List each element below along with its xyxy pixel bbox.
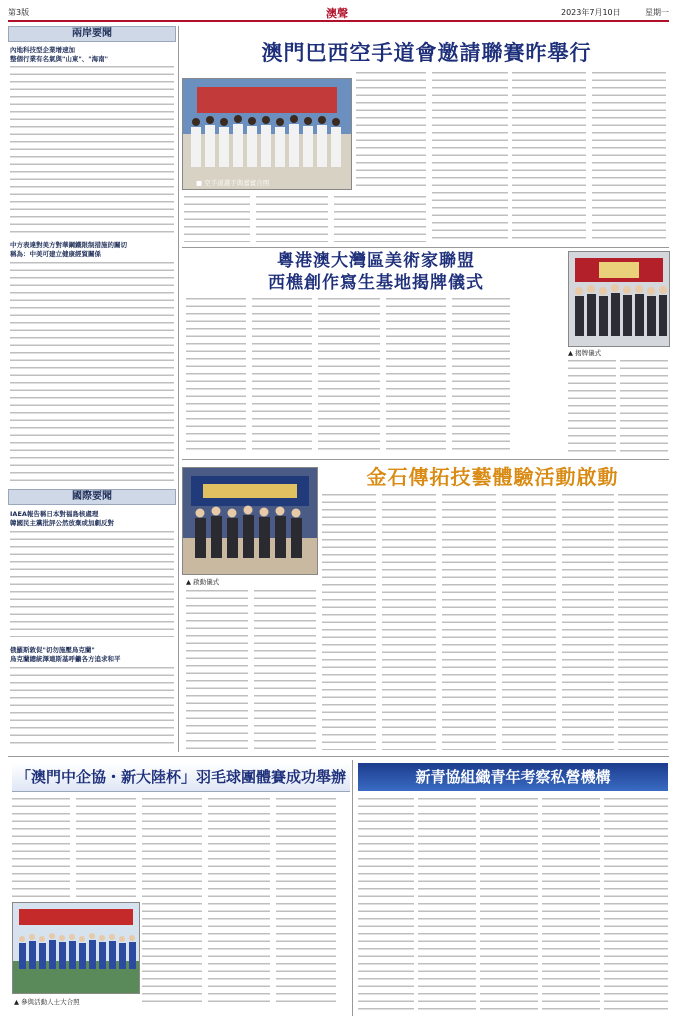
article-body xyxy=(12,798,70,898)
article-body xyxy=(10,667,174,747)
article-subheadline: 韓國民主黨批評公然放棄或加劇反對 xyxy=(10,519,114,527)
photo-caption: ▲ 參與活動人士大合照 xyxy=(14,998,80,1006)
article-body xyxy=(208,798,270,1008)
article-body xyxy=(322,494,376,750)
headline-rubbing: 金石傳拓技藝體驗活動啟動 xyxy=(366,465,619,489)
article-body xyxy=(252,298,312,454)
article-body xyxy=(10,262,174,482)
headline-artists-line2: 西樵創作寫生基地揭牌儀式 xyxy=(268,273,484,293)
article-body xyxy=(356,72,426,192)
article-body xyxy=(254,590,316,750)
article-body xyxy=(10,66,174,234)
article-headline: 中方表達對美方對華鋼鐵限制措施的關切 xyxy=(10,241,127,249)
issue-date: 2023年7月10日 xyxy=(561,8,621,17)
article-body xyxy=(592,72,666,242)
article-body xyxy=(480,798,538,1010)
article-body xyxy=(542,798,600,1010)
article-body xyxy=(604,798,668,1010)
article-body xyxy=(76,798,136,898)
header-rule xyxy=(8,20,669,22)
article-subheadline: 整個行業有名氣與"山東"、"海南" xyxy=(10,55,109,63)
photo-caption: ■ 空手道選手與嘉賓合照 xyxy=(196,179,270,187)
article-body xyxy=(358,798,414,1010)
article-headline: 內地科技型企業增速加 xyxy=(10,46,75,54)
newspaper-logo: 澳聲 xyxy=(326,7,348,20)
article-headline: IAEA報告稱日本對福島核處理 xyxy=(10,510,99,518)
article-body xyxy=(418,798,476,1010)
section-title-international: 國際要聞 xyxy=(8,489,176,505)
article-body xyxy=(432,72,508,242)
article-body xyxy=(620,360,668,454)
article-body xyxy=(334,196,426,242)
article-body xyxy=(452,298,510,454)
article-body xyxy=(10,531,174,637)
article-body xyxy=(184,196,250,242)
article-body xyxy=(186,298,246,454)
unveiling-photo xyxy=(568,251,670,347)
article-body xyxy=(568,360,616,454)
photo-caption: ▲ 揭牌儀式 xyxy=(568,349,602,357)
article-body xyxy=(186,590,248,750)
launch-ceremony-photo xyxy=(182,467,318,575)
page-header xyxy=(8,6,669,20)
headline-karate: 澳門巴西空手道會邀請聯賽昨舉行 xyxy=(261,41,592,65)
section-divider xyxy=(182,247,669,248)
article-headline: 俄羅斯敦促"切勿施壓烏克蘭" xyxy=(10,646,95,654)
article-body xyxy=(562,494,614,750)
article-body xyxy=(256,196,328,242)
headline-badminton: 「澳門中企協・新大陸杯」羽毛球團體賽成功舉辦 xyxy=(12,763,350,792)
headline-artists-line1: 粵港澳大灣區美術家聯盟 xyxy=(277,251,475,271)
article-body xyxy=(502,494,556,750)
article-body xyxy=(442,494,496,750)
photo-caption: ▲ 啟動儀式 xyxy=(186,578,220,586)
section-divider xyxy=(182,459,669,460)
badminton-group-photo xyxy=(12,902,140,994)
section-divider xyxy=(8,756,669,757)
article-body xyxy=(142,798,202,1008)
weekday: 星期一 xyxy=(645,8,669,17)
karate-group-photo xyxy=(182,78,352,190)
column-divider xyxy=(178,26,179,752)
article-subheadline: 烏克蘭總統澤連斯基呼籲各方追求和平 xyxy=(10,655,121,663)
headline-youth-visit: 新青協組織青年考察私營機構 xyxy=(358,763,668,791)
article-body xyxy=(618,494,668,750)
article-body xyxy=(512,72,586,242)
article-body xyxy=(382,494,436,750)
column-divider xyxy=(352,760,353,1016)
article-subheadline: 稱為：中美可建立健康經貿關係 xyxy=(10,250,101,258)
article-body xyxy=(386,298,446,454)
article-body xyxy=(318,298,380,454)
section-title-cross-strait: 兩岸要聞 xyxy=(8,26,176,42)
article-body xyxy=(276,798,336,1008)
page-number: 第3版 xyxy=(8,8,30,17)
